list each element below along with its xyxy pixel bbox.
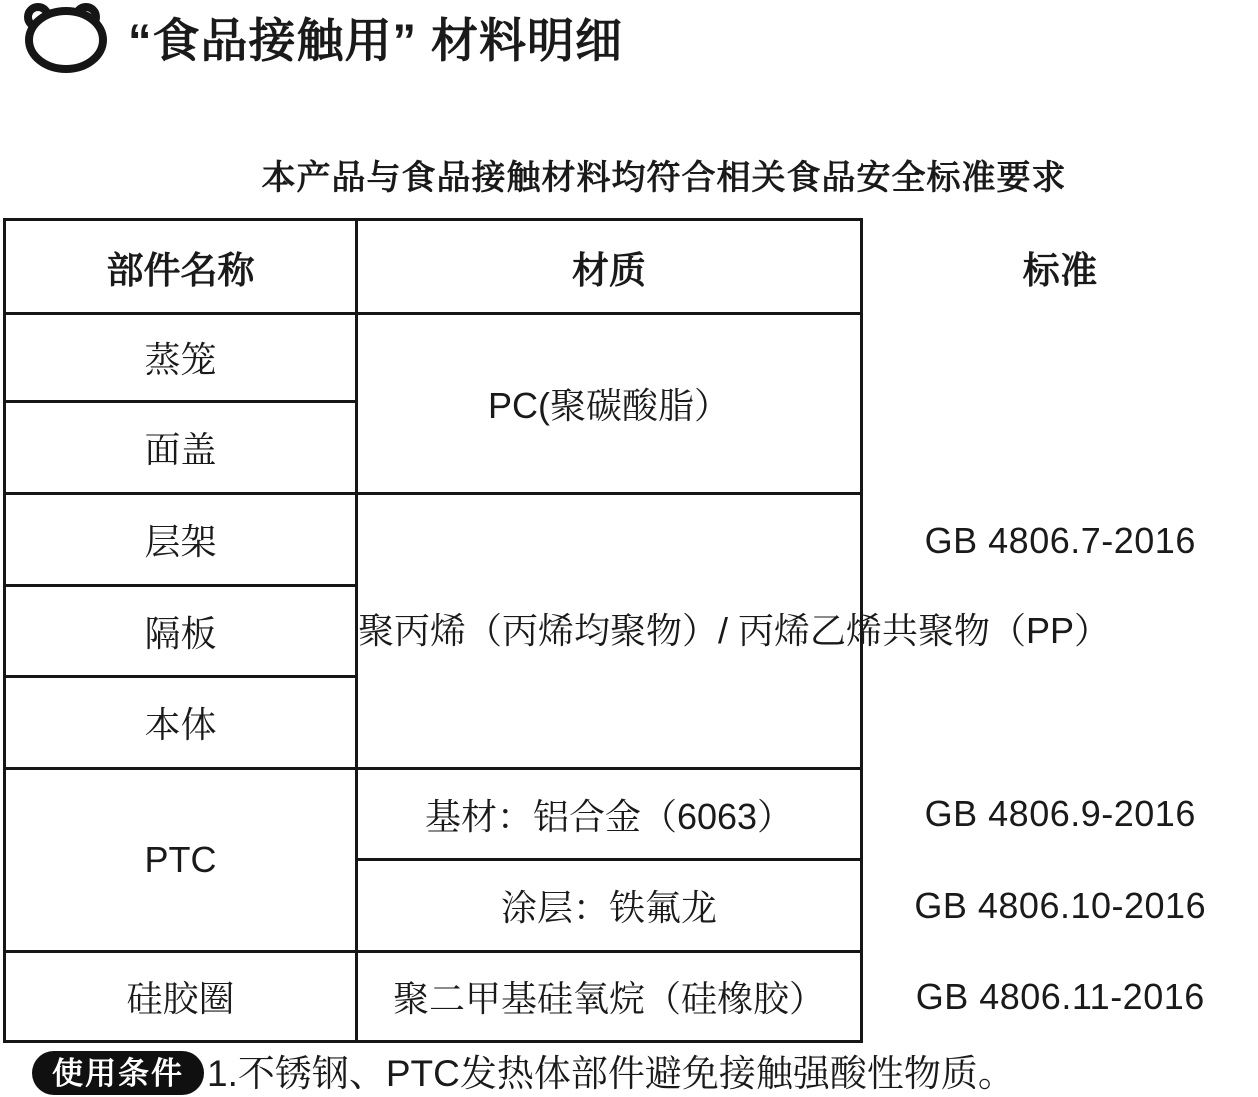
table-row [5,314,1258,402]
cell-material-pp: 聚丙烯（丙烯均聚物）/ 丙烯乙烯共聚物（PP） [357,494,862,769]
materials-table [3,218,1258,1043]
cell-part-shelf: 层架 [5,494,357,586]
cell-material-pc: PC(聚碳酸脂） [357,314,862,494]
usage-conditions-badge: 使用条件 [32,1051,204,1095]
cell-part-cover: 面盖 [5,402,357,494]
page-title: “食品接触用” 材料明细 [128,14,624,67]
cell-part-body: 本体 [5,677,357,769]
cell-standard-gb4806-9: GB 4806.9-2016 [924,793,1196,834]
table-row [5,769,1258,860]
cell-material-ptc-base: 基材：铝合金（6063） [357,769,862,860]
cell-part-steamer: 蒸笼 [5,314,357,402]
col-header-material: 材质 [357,220,862,314]
cell-standard-gb4806-7: GB 4806.7-2016 [924,520,1196,561]
table-row [5,952,1258,1042]
cell-material-silicone: 聚二甲基硅氧烷（硅橡胶） [357,952,862,1042]
cell-part-silicone-ring: 硅胶圈 [5,952,357,1042]
cell-part-ptc: PTC [5,769,357,952]
cell-material-ptc-coating: 涂层：铁氟龙 [357,860,862,952]
col-header-part: 部件名称 [5,220,357,314]
subtitle: 本产品与食品接触材料均符合相关食品安全标准要求 [261,159,1067,197]
col-header-standard: 标准 [1022,249,1098,291]
cell-standard-gb4806-10: GB 4806.10-2016 [914,884,1207,926]
table-header-row [5,220,1258,314]
cell-part-partition: 隔板 [5,586,357,677]
cell-standard-gb4806-11: GB 4806.11-2016 [915,975,1205,1017]
usage-conditions-note: 1.不锈钢、PTC发热体部件避免接触强酸性物质。 [207,1053,1015,1094]
bear-head-icon [20,2,112,74]
